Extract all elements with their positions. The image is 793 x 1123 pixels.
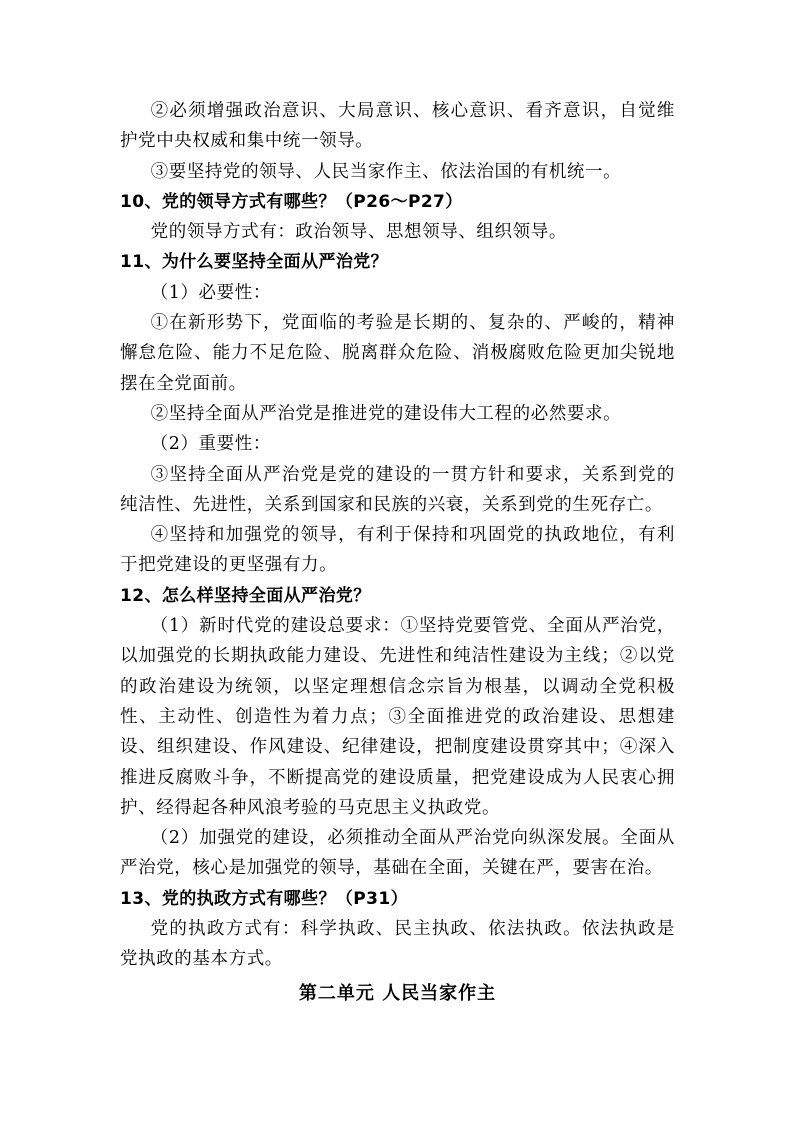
paragraph: ①在新形势下，党面临的考验是长期的、复杂的、严峻的，精神懈怠危险、能力不足危险、脱离群众危险、消极腐败危险更加尖锐地摆在全党面前。 [120, 313, 675, 394]
paragraph: 党的执政方式有：科学执政、民主执政、依法执政。依法执政是党执政的基本方式。 [120, 919, 675, 970]
question-heading: 12、怎么样坚持全面从严治党？ [120, 585, 371, 606]
unit-title: 第二单元 人民当家作主 [298, 982, 497, 1004]
paragraph: ③要坚持党的领导、人民当家作主、依法治国的有机统一。 [150, 161, 622, 182]
paragraph: 党的领导方式有：政治领导、思想领导、组织领导。 [150, 222, 567, 243]
question-heading: 11、为什么要坚持全面从严治党？ [120, 252, 389, 273]
paragraph: ②必须增强政治意识、大局意识、核心意识、看齐意识，自觉维护党中央权威和集中统一领导。 [120, 101, 675, 152]
question-heading: 13、党的执政方式有哪些？（P31） [120, 888, 408, 909]
paragraph: （1）新时代党的建设总要求：①坚持党要管党、全面从严治党，以加强党的长期执政能力建设、先进性和纯洁性建设为主线；②以党的政治建设为统领，以坚定理想信念宗旨为根基，以调动全党积极性、主动性、创造性为着力点；③全面推进党的政治建设、思想建设、组织建设、作风建设、纪律建设，把制度建设贯穿其中；④深入推进反腐败斗争，不断提高党的建设质量，把党建设成为人民衷心拥护、经得起各种风浪考验的马克思主义执政党。 [120, 616, 675, 818]
paragraph: （2）加强党的建设，必须推动全面从严治党向纵深发展。全面从严治党，核心是加强党的领导，基础在全面，关键在严，要害在治。 [120, 828, 675, 879]
paragraph: ③坚持全面从严治党是党的建设的一贯方针和要求，关系到党的纯洁性、先进性，关系到国家和民族的兴衰，关系到党的生死存亡。 [120, 464, 675, 515]
paragraph: （1）必要性： [150, 282, 271, 303]
paragraph: ④坚持和加强党的领导，有利于保持和巩固党的执政地位，有利于把党建设的更坚强有力。 [120, 525, 675, 576]
paragraph: （2）重要性： [150, 434, 271, 455]
document-body [120, 96, 675, 1009]
question-heading: 10、党的领导方式有哪些？（P26～P27） [120, 191, 463, 212]
paragraph: ②坚持全面从严治党是推进党的建设伟大工程的必然要求。 [150, 403, 622, 424]
